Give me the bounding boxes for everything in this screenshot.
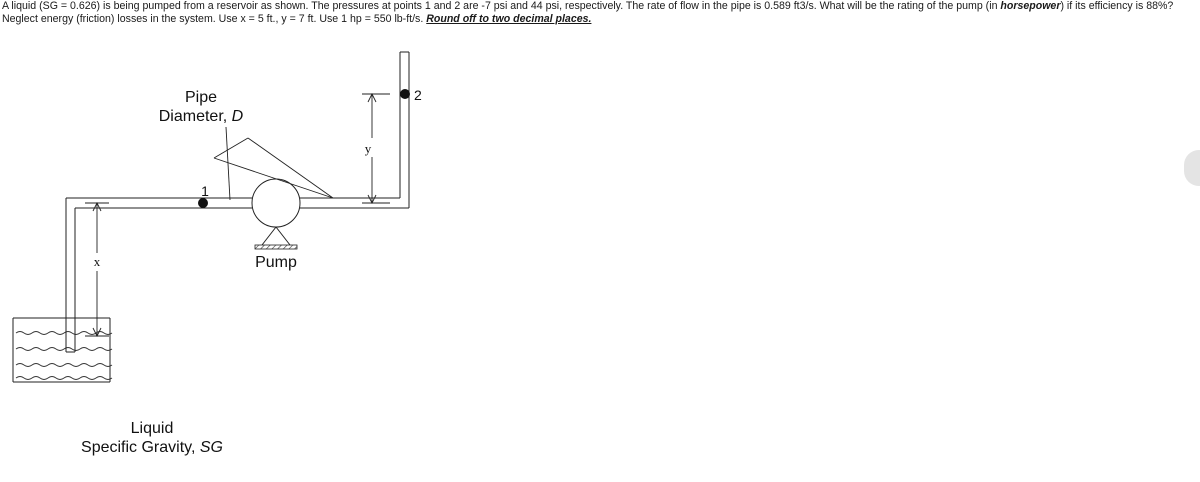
liquid-label-line1: Liquid: [130, 420, 174, 437]
problem-text-emphasis: horsepower: [1000, 0, 1061, 12]
pipe-label-line2: [159, 108, 244, 125]
pipe-label-text: Diameter,: [158, 108, 232, 125]
problem-text-part1: A liquid (SG = 0.626) is being pumped from a reservoir as shown. The pressures at points 1 and 2 are -7 psi and 44 psi, respectively. The rate of flow in the pipe is 0.589 ft3/s. What will be the rating of the pump (in: [2, 0, 1001, 12]
pump-label: Pump: [255, 254, 297, 271]
point-1-label: 1: [201, 183, 209, 199]
y-label: y: [364, 141, 372, 156]
pipe-label-var: D: [231, 108, 244, 125]
discharge-pipe: [300, 52, 409, 208]
liquid-surface-waves: [16, 332, 112, 380]
point-2-label: 2: [414, 87, 422, 103]
problem-text-highlight: Round off to two decimal places.: [426, 12, 592, 25]
liquid-label-line2: [81, 439, 223, 456]
x-dimension: [85, 203, 109, 336]
pipe-label-line1: Pipe: [184, 89, 218, 106]
point-1-marker: [198, 198, 208, 208]
x-label: x: [93, 254, 101, 269]
pump: [252, 179, 300, 249]
liquid-label-var: SG: [199, 439, 223, 456]
point-2-marker: [400, 89, 410, 99]
liquid-label-text: Specific Gravity,: [81, 439, 200, 456]
problem-text-part2: ) if its efficiency is 88%? Neglect energy (friction) losses in the system. Use x = 5 ft., y = 7 ft. Use 1 hp = 550 lb-ft/s.: [2, 0, 1174, 25]
